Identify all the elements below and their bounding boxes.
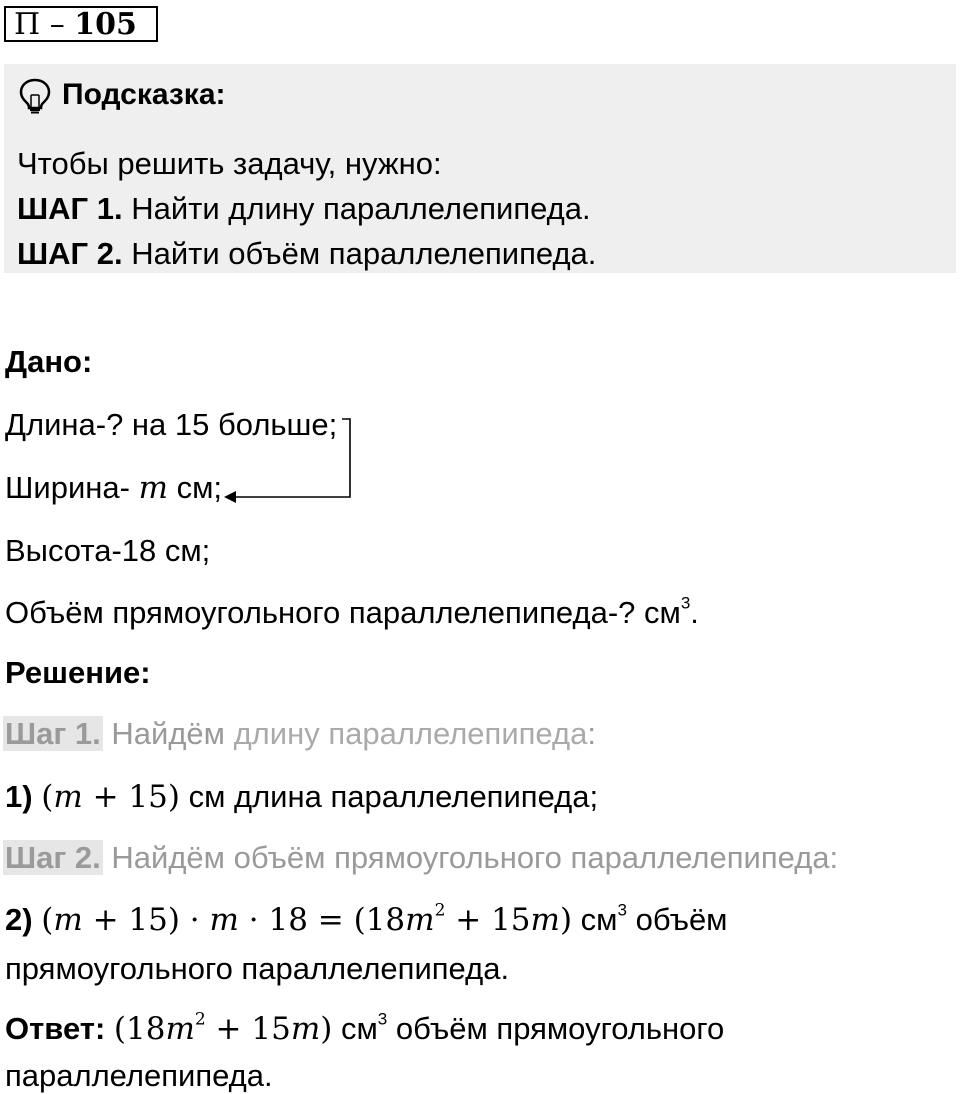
expr-part: ( (41, 902, 54, 938)
line-1-number: 1) (5, 779, 33, 814)
given-width-prefix: Ширина- (5, 470, 139, 505)
expr-part: + 15 (205, 1011, 291, 1047)
expr-part: · 18 = (18 (238, 902, 406, 938)
answer-tail: объём прямоугольного (387, 1011, 725, 1046)
given-title: Дано: (5, 344, 93, 379)
expr-part: + 15) (82, 779, 180, 815)
line-2-tail: объём (626, 902, 728, 937)
expr-exponent: 2 (434, 900, 446, 921)
solution-step-1-text-a: Найдём (102, 716, 234, 751)
problem-code (4, 6, 158, 42)
solution-step-2 (3, 842, 838, 873)
hint-step-1-label: ШАГ 1. (17, 191, 123, 226)
expr-part: ) (559, 902, 573, 938)
expr-var: m (405, 902, 435, 938)
given-height: Высота-18 см; (5, 533, 211, 568)
solution-step-2-label: Шаг 2. (5, 840, 101, 875)
solution-step-1-text-b: длину параллелепипеда (233, 716, 588, 751)
answer-unit: см (332, 1011, 378, 1046)
expr-var: m (530, 902, 560, 938)
line-2-unit: см (572, 902, 618, 937)
line-2-unit-exp: 3 (617, 900, 627, 920)
given-length: Длина-? на 15 больше; (5, 407, 338, 442)
solution-line-1 (5, 781, 598, 813)
line-1-expression (41, 779, 180, 815)
given-volume (5, 593, 699, 630)
line-2-number: 2) (5, 902, 33, 937)
lightbulb-icon (18, 77, 52, 115)
given-volume-text: Объём прямоугольного параллелепипеда-? см (5, 595, 681, 630)
hint-step-2-text: Найти объём параллелепипеда. (122, 236, 597, 271)
solution-step-1-label: Шаг 1. (5, 716, 101, 751)
given-width-var: m (138, 470, 168, 506)
solution-step-1 (3, 718, 596, 749)
code-letter: П (14, 7, 41, 42)
hint-box (4, 64, 956, 273)
answer-unit-exp: 3 (377, 1009, 388, 1029)
code-number: 105 (74, 7, 137, 42)
given-volume-end: . (690, 595, 699, 630)
expr-var: m (53, 779, 83, 815)
hint-step-2 (17, 238, 596, 269)
expr-part: + 15) · (82, 902, 210, 938)
solution-line-2-continuation: прямоугольного параллелепипеда. (5, 951, 510, 986)
expr-part: + 15 (445, 902, 531, 938)
solution-line-2 (5, 900, 728, 938)
solution-step-1-text-c: : (587, 716, 596, 751)
answer-continuation: параллелепипеда. (5, 1058, 273, 1093)
expr-var: m (209, 902, 239, 938)
given-volume-exp: 3 (680, 593, 691, 613)
expr-var: m (165, 1011, 195, 1047)
line-1-text: см длина параллелепипеда; (179, 779, 599, 814)
code-dash: – (49, 7, 65, 42)
expr-part: ) (320, 1011, 333, 1047)
solution-step-2-text: Найдём объём прямоугольного параллелепипеда: (102, 840, 839, 875)
solution-title: Решение: (5, 655, 151, 690)
answer-line (5, 1009, 725, 1047)
expr-var: m (290, 1011, 321, 1047)
hint-intro: Чтобы решить задачу, нужно: (17, 146, 442, 181)
line-2-expression (41, 902, 572, 938)
hint-step-1-text: Найти длину параллелепипеда. (122, 191, 591, 226)
given-width-suffix: см; (168, 470, 223, 505)
hint-step-1 (17, 193, 591, 224)
expr-exponent: 2 (194, 1009, 206, 1030)
answer-label: Ответ: (5, 1011, 106, 1046)
answer-expression (114, 1011, 332, 1047)
hint-title: Подсказка: (62, 78, 226, 111)
expr-var: m (53, 902, 83, 938)
expr-part: (18 (113, 1011, 166, 1047)
expr-part: ( (41, 779, 54, 815)
hint-step-2-label: ШАГ 2. (17, 236, 123, 271)
given-width (5, 472, 222, 504)
